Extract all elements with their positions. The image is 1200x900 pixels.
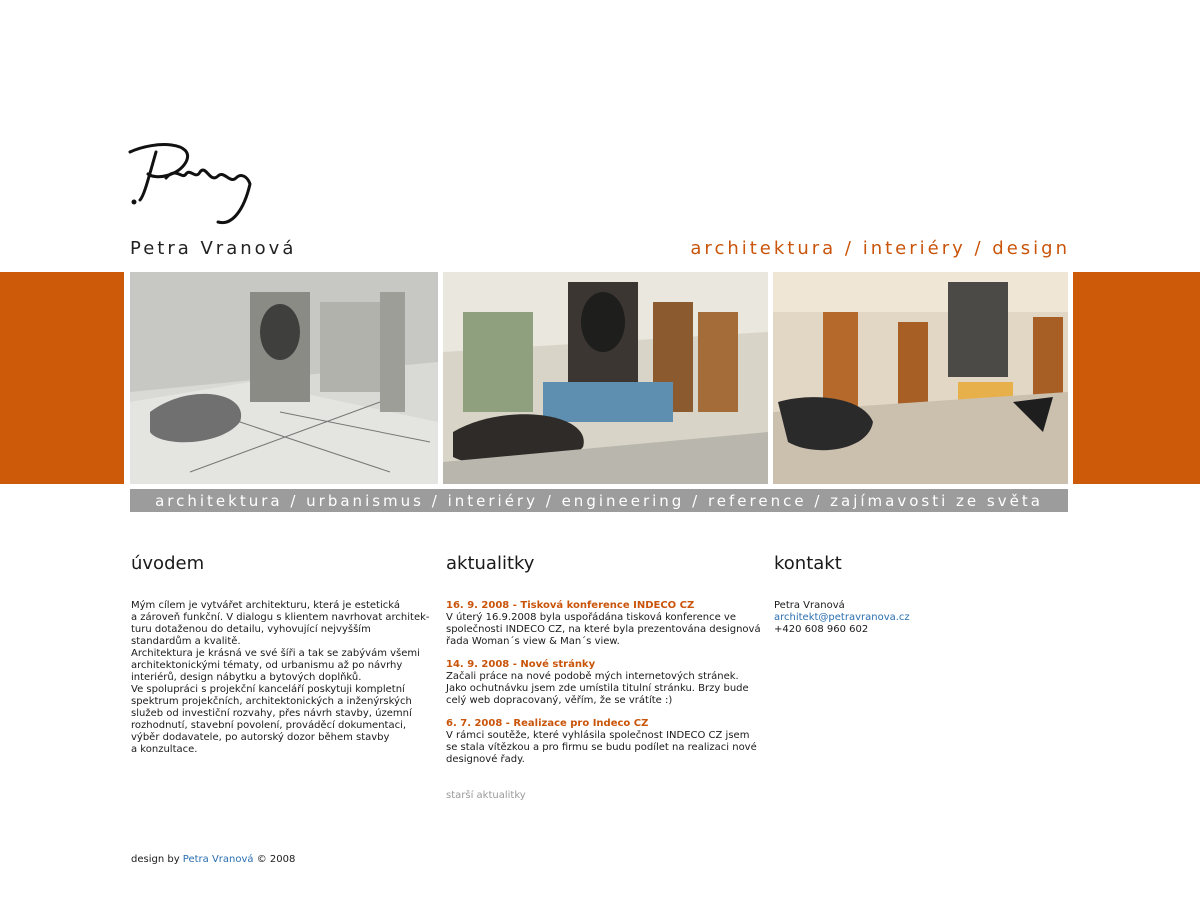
nav-item-engineering[interactable]: engineering	[561, 491, 685, 510]
site-owner-name: Petra Vranová	[130, 238, 297, 259]
contact-email-link[interactable]: architekt@petravranova.cz	[774, 612, 910, 623]
nav-item-reference[interactable]: reference	[707, 491, 807, 510]
news-item	[446, 600, 761, 648]
main-navigation	[130, 489, 1068, 512]
contact-name: Petra Vranová	[774, 600, 845, 611]
intro-line: Architektura je krásná ve své šíři a tak se zabývám všemi	[131, 648, 420, 659]
intro-line: a zároveň funkční. V dialogu s klientem navrhovat architek-	[131, 612, 430, 623]
signature-logo[interactable]	[126, 140, 256, 230]
nav-item-interiery[interactable]: interiéry	[447, 491, 538, 510]
footer-copyright: © 2008	[253, 854, 296, 865]
intro-text	[131, 600, 431, 756]
news-title-link[interactable]: 16. 9. 2008 - Tisková konference INDECO CZ	[446, 600, 695, 611]
contact-section	[774, 553, 974, 636]
older-news-link[interactable]: starší aktualitky	[446, 790, 526, 801]
intro-section	[131, 553, 431, 756]
intro-line: Mým cílem je vytvářet architekturu, která je estetická	[131, 600, 400, 611]
intro-line: výběr dodavatele, po autorský dozor během stavby	[131, 732, 390, 743]
accent-band-right	[1073, 272, 1200, 484]
nav-item-zajimavosti[interactable]: zajímavosti ze světa	[830, 491, 1043, 510]
intro-line: rozhodnutí, stavební povolení, prováděcí dokumentaci,	[131, 720, 407, 731]
nav-separator: /	[282, 491, 307, 510]
interior-render-image	[773, 272, 1068, 484]
nav-separator: /	[423, 491, 448, 510]
news-body: V rámci soutěže, které vyhlásila společnost INDECO CZ jsem se stala vítězkou a pro firmu se budu podílet na realizaci nové designové řady.	[446, 730, 757, 765]
intro-line: turu dotaženou do detailu, vyhovující nejvyšším	[131, 624, 371, 635]
footer-author-link[interactable]: Petra Vranová	[182, 854, 254, 865]
news-body: Začali práce na nové podobě mých internetových stránek. Jako ochutnávku jsem zde umístila titulní stránku. Brzy bude celý web dopracovaný, věřím, že se vrátíte :)	[446, 671, 749, 706]
news-title-link[interactable]: 14. 9. 2008 - Nové stránky	[446, 659, 596, 670]
intro-line: standardům a kvalitě.	[131, 636, 241, 647]
site-tagline: architektura / interiéry / design	[690, 238, 1070, 259]
intro-heading: úvodem	[131, 553, 205, 574]
accent-band-left	[0, 272, 124, 484]
nav-separator: /	[537, 491, 562, 510]
footer-prefix: design by	[131, 854, 183, 865]
news-section	[446, 553, 761, 802]
intro-line: a konzultace.	[131, 744, 198, 755]
footer	[131, 854, 295, 865]
news-heading: aktualitky	[446, 553, 535, 574]
intro-line: Ve spolupráci s projekční kanceláří poskytuji kompletní	[131, 684, 405, 695]
news-item	[446, 718, 761, 766]
nav-separator: /	[806, 491, 831, 510]
intro-line: interiérů, design nábytku a bytových doplňků.	[131, 672, 362, 683]
contact-heading: kontakt	[774, 553, 842, 574]
news-item	[446, 659, 761, 707]
nav-item-architektura[interactable]: architektura	[155, 491, 283, 510]
news-body: V úterý 16.9.2008 byla uspořádána tisková konference ve společnosti INDECO CZ, na které byla prezentována designová řada Woman´s view & Man´s view.	[446, 612, 761, 647]
intro-line: spektrum projekčních, architektonických a inženýrských	[131, 696, 412, 707]
nav-separator: /	[684, 491, 708, 510]
news-title-link[interactable]: 6. 7. 2008 - Realizace pro Indeco CZ	[446, 718, 649, 729]
contact-phone: +420 608 960 602	[774, 624, 869, 635]
intro-line: služeb od investiční rozvahy, přes návrh stavby, územní	[131, 708, 412, 719]
intro-line: architektonickými tématy, od urbanismu až po návrhy	[131, 660, 403, 671]
nav-item-urbanismus[interactable]: urbanismus	[306, 491, 424, 510]
interior-color-sketch-image	[443, 272, 768, 484]
interior-sketch-image	[130, 272, 438, 484]
